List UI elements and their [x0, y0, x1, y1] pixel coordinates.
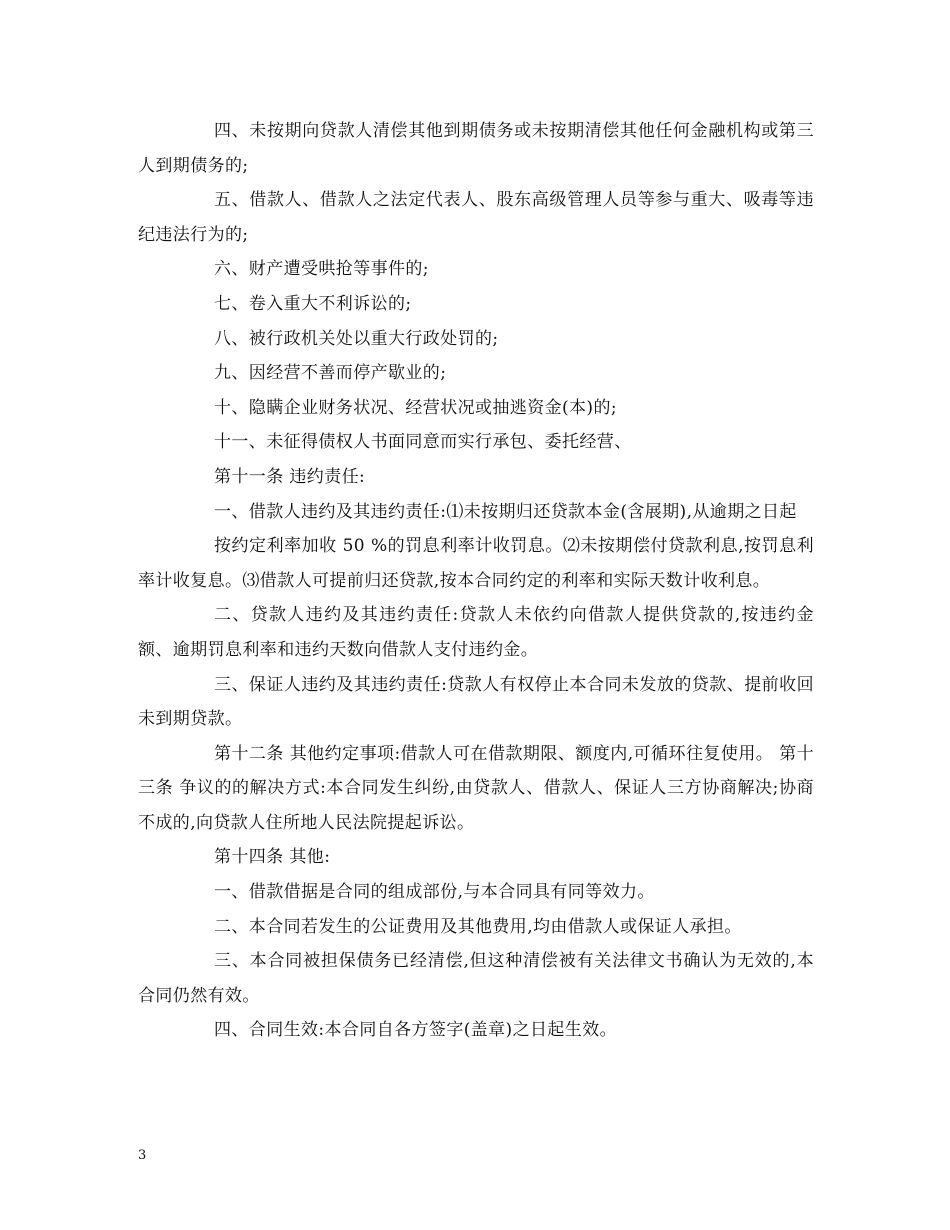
article-14-item-1: 一、借款借据是合同的组成部份,与本合同具有同等效力。 — [214, 882, 655, 903]
paragraph-6-property-loss: 六、财产遭受哄抢等事件的; — [214, 259, 429, 280]
paragraph-10-concealment: 十、隐瞒企业财务状况、经营状况或抽逃资金(本)的; — [214, 397, 617, 418]
article-11-item-1: 一、借款人违约及其违约责任:⑴未按期归还贷款本金(含展期),从逾期之日起 — [214, 501, 797, 522]
article-12-13-text: 第十二条 其他约定事项:借款人可在借款期限、额度内,可循环往复使用。 第十三条 争议的的解决方式:本合同发生纠纷,由贷款人、借款人、保证人三方协商解决;协商不成的,向贷款人住所地人民法院提起诉讼。 — [138, 743, 814, 833]
document-body — [138, 114, 814, 1048]
article-14-item-4: 四、合同生效:本合同自各方签字(盖章)之日起生效。 — [214, 1020, 617, 1041]
article-14-item-3: 三、本合同被担保债务已经清偿,但这种清偿被有关法律文书确认为无效的,本合同仍然有效。 — [138, 951, 814, 1006]
article-11-item-3: 三、保证人违约及其违约责任:贷款人有权停止本合同未发放的贷款、提前收回未到期贷款。 — [138, 674, 814, 730]
paragraph-8-penalty: 八、被行政机关处以重大行政处罚的; — [214, 328, 499, 349]
article-11-heading: 第十一条 违约责任: — [214, 466, 366, 487]
paragraph-5-misconduct: 五、借款人、借款人之法定代表人、股东高级管理人员等参与重大、吸毒等违纪违法行为的; — [138, 190, 814, 245]
article-11-item-1-continued: 按约定利率加收 50 %的罚息利率计收罚息。⑵未按期偿付贷款利息,按罚息利率计收复息。⑶借款人可提前归还贷款,按本合同约定的利率和实际天数计收利息。 — [138, 536, 814, 591]
article-14-heading: 第十四条 其他: — [214, 847, 331, 868]
paragraph-11-contracting: 十一、未征得债权人书面同意而实行承包、委托经营、 — [214, 432, 632, 453]
paragraph-9-shutdown: 九、因经营不善而停产歇业的; — [214, 363, 447, 384]
article-11-item-2: 二、贷款人违约及其违约责任:贷款人未依约向借款人提供贷款的,按违约金额、逾期罚息利率和违约天数向借款人支付违约金。 — [138, 605, 814, 660]
article-14-item-2: 二、本合同若发生的公证费用及其他费用,均由借款人或保证人承担。 — [214, 916, 742, 937]
paragraph-4-default: 四、未按期向贷款人清偿其他到期债务或未按期清偿其他任何金融机构或第三人到期债务的; — [138, 121, 814, 176]
paragraph-7-litigation: 七、卷入重大不利诉讼的; — [214, 293, 412, 314]
page-number: 3 — [138, 1148, 147, 1163]
